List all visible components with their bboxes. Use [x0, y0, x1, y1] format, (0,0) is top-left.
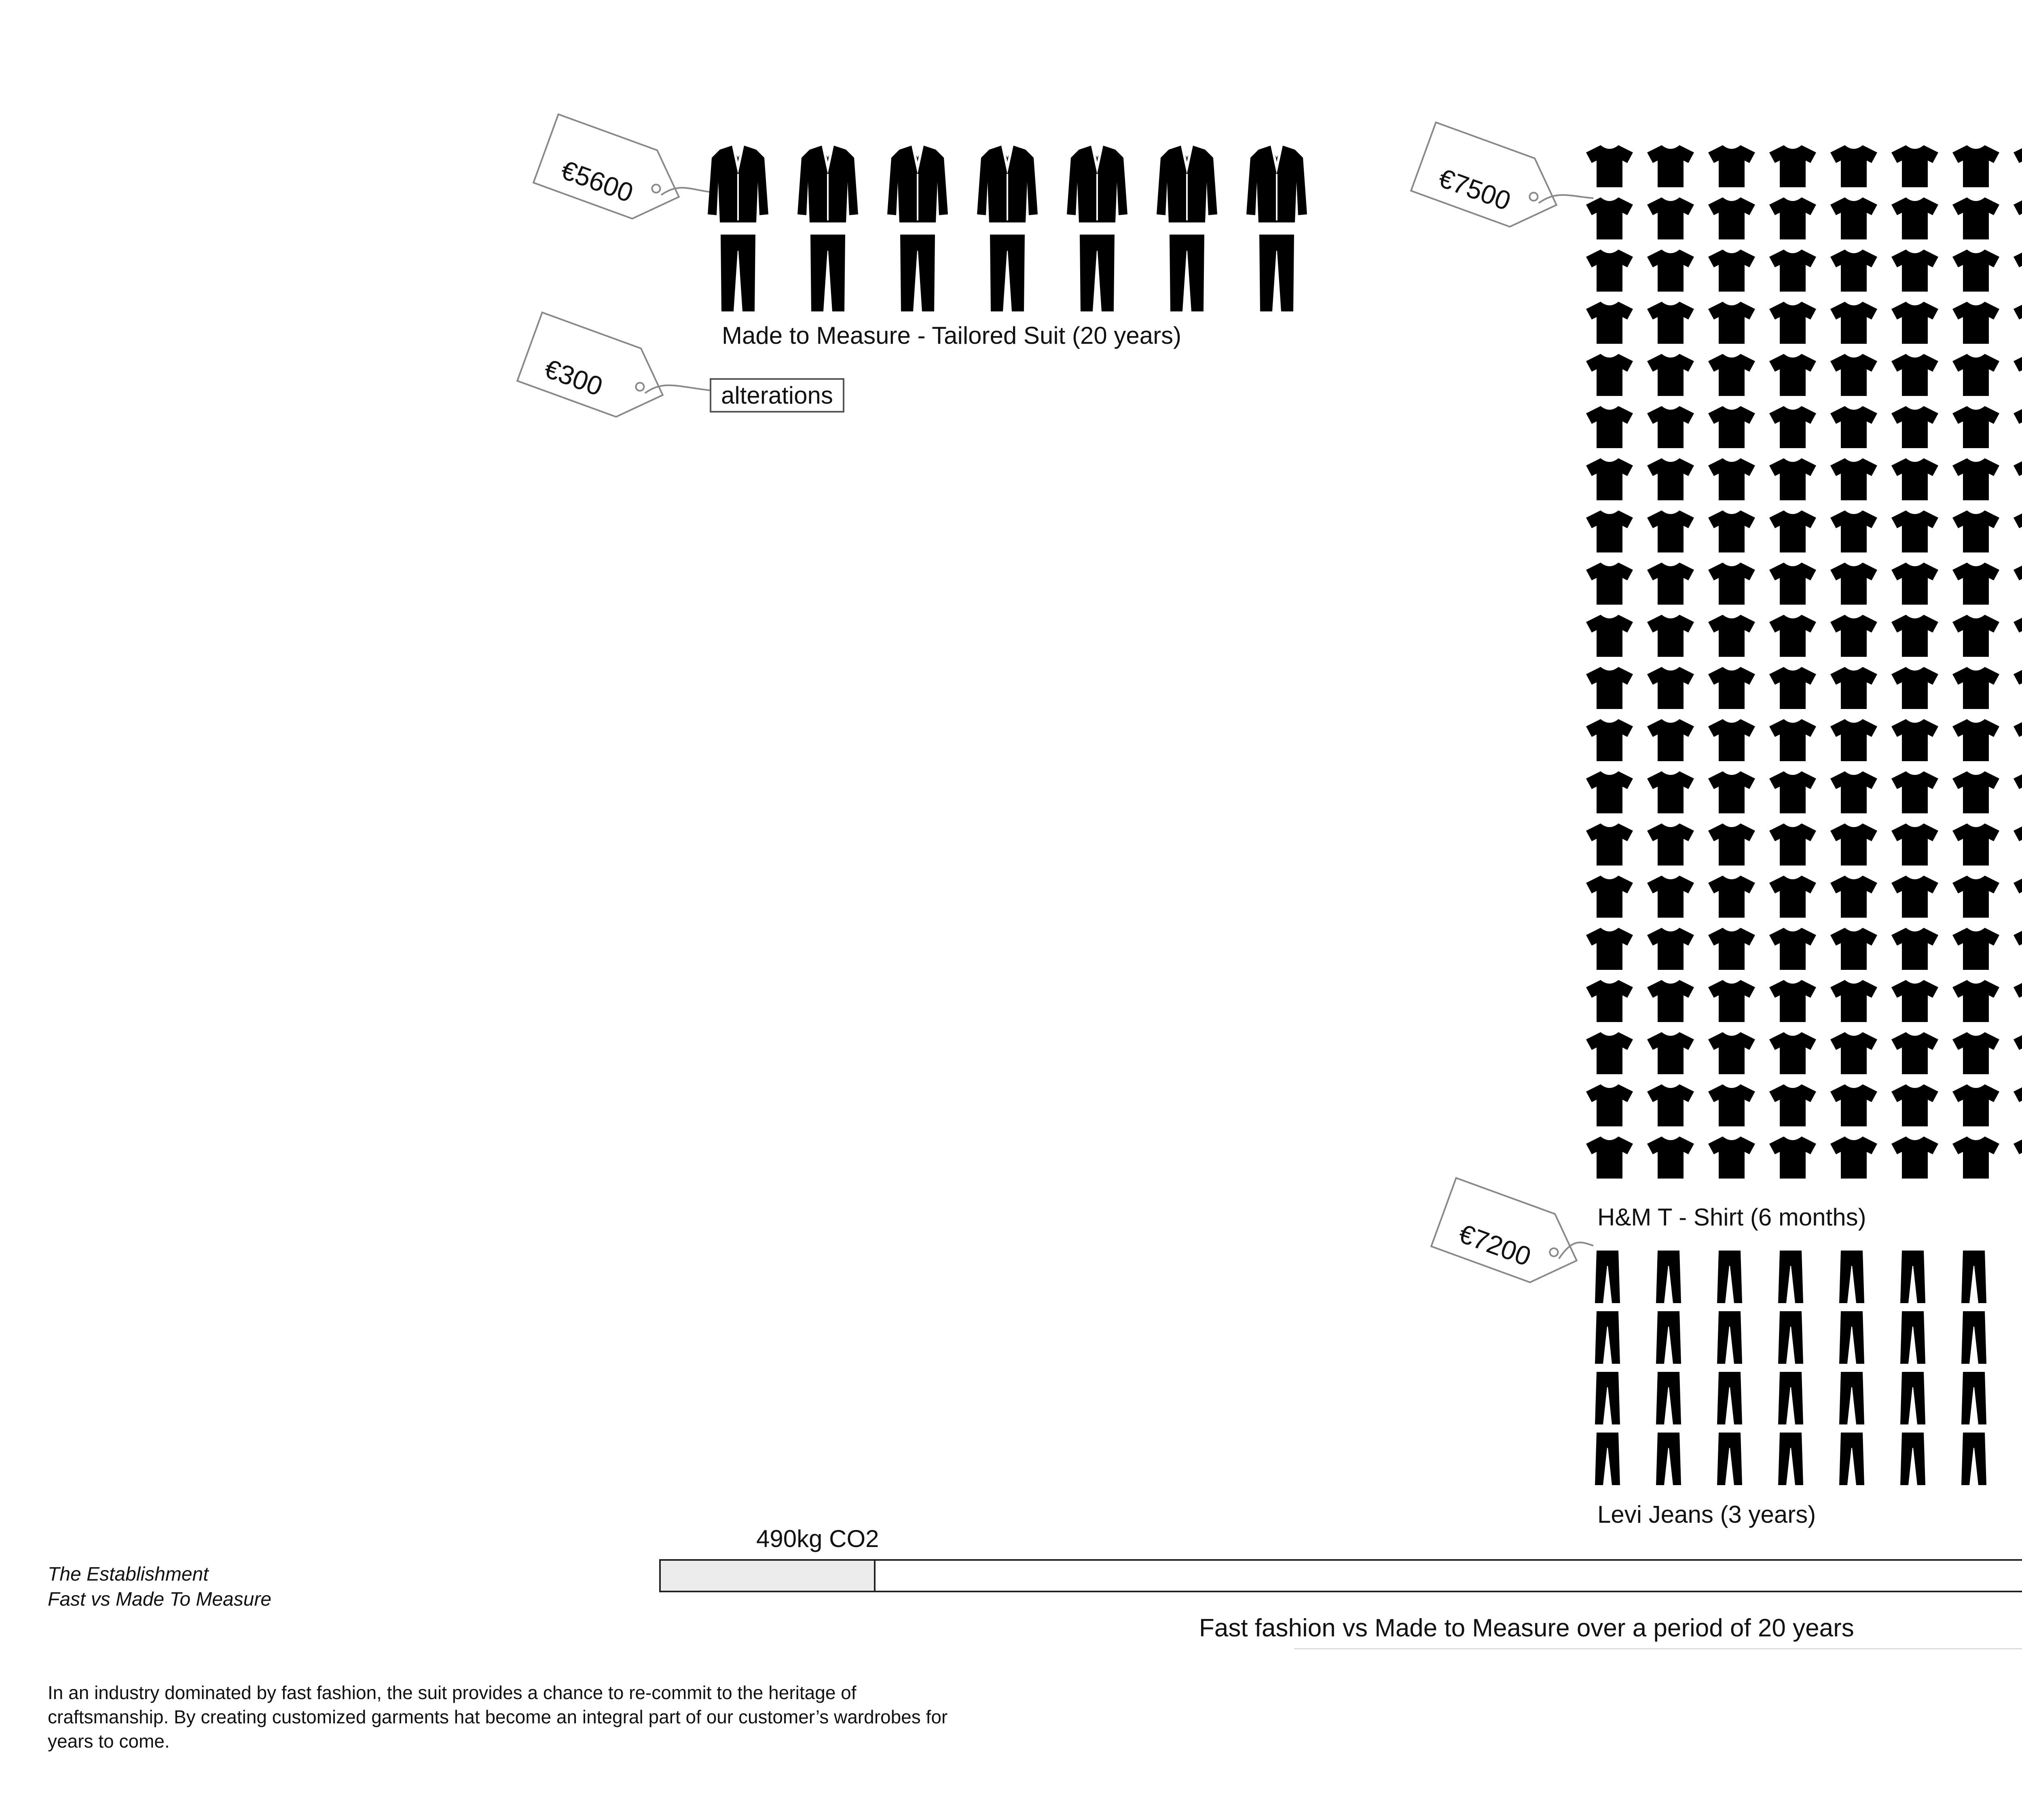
tshirt-icon: [1585, 1083, 1634, 1129]
tshirt-icon: [1891, 404, 1939, 451]
tshirt-icon: [1707, 1031, 1756, 1077]
tshirt-icon-grid: [1585, 144, 2022, 1191]
tshirt-icon: [1830, 770, 1878, 816]
jeans-icon: [1654, 1250, 1683, 1306]
tshirt-icon: [2013, 978, 2022, 1025]
jeans-icon: [1960, 1432, 1988, 1488]
jeans-icon-grid: [1593, 1250, 2022, 1492]
tshirt-icon: [1891, 300, 1939, 347]
tshirt-icon: [1707, 978, 1756, 1025]
tshirt-icon: [1646, 404, 1695, 451]
tshirt-icon: [1646, 300, 1695, 347]
tshirt-icon: [1585, 300, 1634, 347]
suit-icon-row: [708, 146, 1314, 320]
tshirt-icon: [1952, 1031, 2000, 1077]
tshirt-icon: [1585, 978, 1634, 1025]
alterations-price-label: €300: [540, 353, 607, 402]
suit-caption: Made to Measure - Tailored Suit (20 years): [722, 322, 1182, 349]
tshirt-icon: [1952, 770, 2000, 816]
tshirt-icon: [1646, 1031, 1695, 1077]
price-tag-alterations: [506, 307, 692, 455]
jeans-icon: [1654, 1371, 1683, 1428]
tshirt-icon: [1707, 1083, 1756, 1129]
tshirt-icon: [1891, 770, 1939, 816]
tshirt-icon: [2013, 404, 2022, 451]
tshirt-icon: [1707, 770, 1756, 816]
tshirt-icon: [1646, 561, 1695, 607]
jeans-icon: [1838, 1250, 1866, 1306]
tshirt-icon: [1768, 352, 1817, 399]
tshirt-icon: [1952, 509, 2000, 555]
tshirt-icon: [1830, 404, 1878, 451]
tshirt-icon: [1830, 509, 1878, 555]
tshirt-icon: [1585, 352, 1634, 399]
tshirt-icon: [1830, 300, 1878, 347]
tshirt-icon: [1707, 665, 1756, 712]
tshirt-icon: [1707, 144, 1756, 190]
jeans-icon: [1654, 1432, 1683, 1488]
tshirt-icon: [2013, 1031, 2022, 1077]
tshirt-icon: [1646, 248, 1695, 294]
jeans-icon: [1899, 1371, 1927, 1428]
tshirt-icon: [2013, 717, 2022, 764]
tshirt-icon: [1768, 404, 1817, 451]
tshirt-icon: [1830, 457, 1878, 503]
tshirt-icon: [1585, 561, 1634, 607]
tshirt-icon: [1707, 509, 1756, 555]
tshirt-icon: [1952, 404, 2000, 451]
tshirt-icon: [1646, 770, 1695, 816]
tshirt-icon: [1891, 196, 1939, 242]
tshirt-icon: [1952, 248, 2000, 294]
jeans-icon: [1838, 1310, 1866, 1367]
tshirt-icon: [2013, 457, 2022, 503]
alterations-label: alterations: [710, 378, 844, 413]
tshirt-icon: [1891, 717, 1939, 764]
tshirt-icon: [1646, 196, 1695, 242]
jeans-icon: [1899, 1250, 1927, 1306]
tshirt-icon: [1891, 978, 1939, 1025]
suit-icon: [708, 146, 768, 317]
tshirt-icon: [2013, 144, 2022, 190]
tshirt-icon: [1585, 144, 1634, 190]
tshirt-icon: [1768, 561, 1817, 607]
tshirt-icon: [1952, 1135, 2000, 1181]
tshirt-icon: [1952, 457, 2000, 503]
made-to-measure-co2-label: 490kg CO2: [756, 1525, 879, 1552]
tshirt-icon: [1952, 144, 2000, 190]
tshirt-icon: [1952, 300, 2000, 347]
tshirt-icon: [1891, 561, 1939, 607]
tshirt-icon: [1707, 874, 1756, 921]
tshirt-icon: [1768, 509, 1817, 555]
tshirt-icon: [1768, 978, 1817, 1025]
jeans-icon: [1715, 1432, 1744, 1488]
tshirt-icon: [1707, 248, 1756, 294]
tshirt-icon: [2013, 196, 2022, 242]
tshirt-icon: [1891, 457, 1939, 503]
made-to-measure-co2-fill: [661, 1561, 876, 1591]
jeans-icon: [1715, 1310, 1744, 1367]
tshirt-price-label: €7500: [1434, 162, 1515, 216]
tshirt-icon: [1952, 978, 2000, 1025]
tshirt-icon: [1830, 1031, 1878, 1077]
tshirt-icon: [1646, 509, 1695, 555]
tshirt-icon: [1768, 196, 1817, 242]
tshirt-icon: [1585, 457, 1634, 503]
tshirt-icon: [1585, 926, 1634, 973]
tshirt-icon: [1707, 926, 1756, 973]
tshirt-icon: [1768, 665, 1817, 712]
tshirt-icon: [2013, 1083, 2022, 1129]
jeans-icon: [1715, 1250, 1744, 1306]
tshirt-icon: [1952, 561, 2000, 607]
side-title: [48, 1562, 271, 1612]
tshirt-icon: [1830, 352, 1878, 399]
description-paragraph: In an industry dominated by fast fashion, the suit provides a chance to re-commit to the heritage of craftsmanship. By creating customized garments hat become an integral part of our customer’s wardrobes for years to come.: [48, 1682, 948, 1752]
suit-icon: [797, 146, 858, 317]
jeans-icon: [1899, 1432, 1927, 1488]
tshirt-icon: [1768, 1083, 1817, 1129]
divider: [1294, 1648, 2022, 1649]
comparison-title: Fast fashion vs Made to Measure over a period of 20 years: [1199, 1614, 1854, 1642]
jeans-icon: [1777, 1371, 1805, 1428]
jeans-icon: [1654, 1310, 1683, 1367]
tshirt-icon: [1891, 613, 1939, 660]
tshirt-icon: [1952, 196, 2000, 242]
tshirt-icon: [1646, 978, 1695, 1025]
tshirt-icon: [1891, 874, 1939, 921]
tshirt-icon: [1891, 1135, 1939, 1181]
tshirt-icon: [1768, 1031, 1817, 1077]
tshirt-icon: [1891, 1083, 1939, 1129]
tshirt-icon: [1646, 613, 1695, 660]
tshirt-icon: [1585, 404, 1634, 451]
tshirt-icon: [1707, 822, 1756, 868]
tshirt-icon: [1830, 248, 1878, 294]
suit-icon: [1246, 146, 1307, 317]
jeans-icon: [1838, 1432, 1866, 1488]
jeans-icon: [1593, 1250, 1622, 1306]
tshirt-icon: [1830, 874, 1878, 921]
tshirt-icon: [2013, 874, 2022, 921]
tshirt-icon: [1768, 300, 1817, 347]
tshirt-icon: [1646, 822, 1695, 868]
jeans-icon: [1960, 1371, 1988, 1428]
tshirt-icon: [1585, 770, 1634, 816]
tshirt-icon: [2013, 509, 2022, 555]
tshirt-icon: [1830, 822, 1878, 868]
jeans-icon: [1593, 1310, 1622, 1367]
tshirt-icon: [1768, 1135, 1817, 1181]
tshirt-icon: [1768, 457, 1817, 503]
tshirt-icon: [1707, 404, 1756, 451]
jeans-caption: Levi Jeans (3 years): [1597, 1501, 1816, 1528]
tshirt-icon: [1646, 144, 1695, 190]
tshirt-icon: [1646, 926, 1695, 973]
tshirt-icon: [1768, 144, 1817, 190]
tshirt-icon: [2013, 665, 2022, 712]
tshirt-icon: [1830, 978, 1878, 1025]
tshirt-icon: [1952, 613, 2000, 660]
tshirt-icon: [1830, 717, 1878, 764]
tshirt-icon: [1952, 352, 2000, 399]
tshirt-icon: [1952, 665, 2000, 712]
jeans-price-label: €7200: [1455, 1218, 1535, 1272]
tshirt-icon: [1707, 717, 1756, 764]
tshirt-icon: [1707, 196, 1756, 242]
tshirt-icon: [1891, 248, 1939, 294]
tshirt-icon: [1585, 717, 1634, 764]
tshirt-icon: [1952, 926, 2000, 973]
tshirt-icon: [1830, 561, 1878, 607]
tshirt-icon: [1768, 717, 1817, 764]
tshirt-icon: [1768, 874, 1817, 921]
tshirt-icon: [1646, 352, 1695, 399]
tshirt-icon: [1707, 613, 1756, 660]
tshirt-icon: [2013, 613, 2022, 660]
tshirt-icon: [1768, 613, 1817, 660]
tshirt-icon: [1830, 1135, 1878, 1181]
jeans-icon: [1593, 1371, 1622, 1428]
tshirt-icon: [1646, 874, 1695, 921]
tshirt-icon: [1707, 457, 1756, 503]
tshirt-icon: [1830, 926, 1878, 973]
price-tag-jeans: [1419, 1173, 1605, 1321]
tshirt-icon: [2013, 1135, 2022, 1181]
tshirt-icon: [1707, 1135, 1756, 1181]
tshirt-icon: [1952, 874, 2000, 921]
side-title-line1: The Establishment: [48, 1564, 209, 1585]
tshirt-icon: [1891, 352, 1939, 399]
tshirt-icon: [1585, 509, 1634, 555]
co2-comparison-bar: [659, 1559, 2022, 1592]
tshirt-icon: [1585, 874, 1634, 921]
jeans-icon: [1777, 1250, 1805, 1306]
tshirt-caption: H&M T - Shirt (6 months): [1597, 1204, 1866, 1231]
tshirt-icon: [1891, 926, 1939, 973]
tshirt-icon: [1830, 144, 1878, 190]
tshirt-icon: [1891, 509, 1939, 555]
tshirt-icon: [1707, 561, 1756, 607]
tshirt-icon: [2013, 770, 2022, 816]
tshirt-icon: [1952, 1083, 2000, 1129]
tshirt-icon: [2013, 352, 2022, 399]
tshirt-icon: [1768, 822, 1817, 868]
tshirt-icon: [1585, 822, 1634, 868]
tshirt-icon: [1891, 1031, 1939, 1077]
tshirt-icon: [1646, 665, 1695, 712]
tshirt-icon: [2013, 926, 2022, 973]
jeans-icon: [1838, 1371, 1866, 1428]
tshirt-icon: [1891, 665, 1939, 712]
tshirt-icon: [1891, 144, 1939, 190]
jeans-icon: [1777, 1310, 1805, 1367]
suit-icon: [1157, 146, 1217, 317]
price-tag-tshirt: [1399, 117, 1585, 265]
jeans-icon: [1960, 1310, 1988, 1367]
price-tag-suit: [522, 109, 708, 257]
tshirt-icon: [1585, 1135, 1634, 1181]
side-title-line2: Fast vs Made To Measure: [48, 1589, 272, 1610]
suit-icon: [887, 146, 948, 317]
suit-icon: [977, 146, 1038, 317]
jeans-icon: [1715, 1371, 1744, 1428]
tshirt-icon: [1830, 665, 1878, 712]
tshirt-icon: [2013, 561, 2022, 607]
tshirt-icon: [1830, 1083, 1878, 1129]
jeans-icon: [1899, 1310, 1927, 1367]
tshirt-icon: [1585, 196, 1634, 242]
tshirt-icon: [1585, 1031, 1634, 1077]
suit-price-label: €5600: [557, 154, 637, 208]
suit-icon: [1067, 146, 1127, 317]
tshirt-icon: [1707, 300, 1756, 347]
tshirt-icon: [1585, 248, 1634, 294]
tshirt-icon: [1830, 196, 1878, 242]
tshirt-icon: [1707, 352, 1756, 399]
tshirt-icon: [2013, 822, 2022, 868]
tshirt-icon: [1768, 926, 1817, 973]
jeans-icon: [1777, 1432, 1805, 1488]
tshirt-icon: [1646, 1135, 1695, 1181]
tshirt-icon: [1646, 717, 1695, 764]
tshirt-icon: [1952, 717, 2000, 764]
tshirt-icon: [1585, 613, 1634, 660]
tshirt-icon: [1891, 822, 1939, 868]
jeans-icon: [1960, 1250, 1988, 1306]
tshirt-icon: [1646, 457, 1695, 503]
tshirt-icon: [1768, 248, 1817, 294]
tshirt-icon: [1952, 822, 2000, 868]
jeans-icon: [1593, 1432, 1622, 1488]
tshirt-icon: [1585, 665, 1634, 712]
tshirt-icon: [2013, 248, 2022, 294]
tshirt-icon: [2013, 300, 2022, 347]
tshirt-icon: [1646, 1083, 1695, 1129]
tshirt-icon: [1830, 613, 1878, 660]
tshirt-icon: [1768, 770, 1817, 816]
